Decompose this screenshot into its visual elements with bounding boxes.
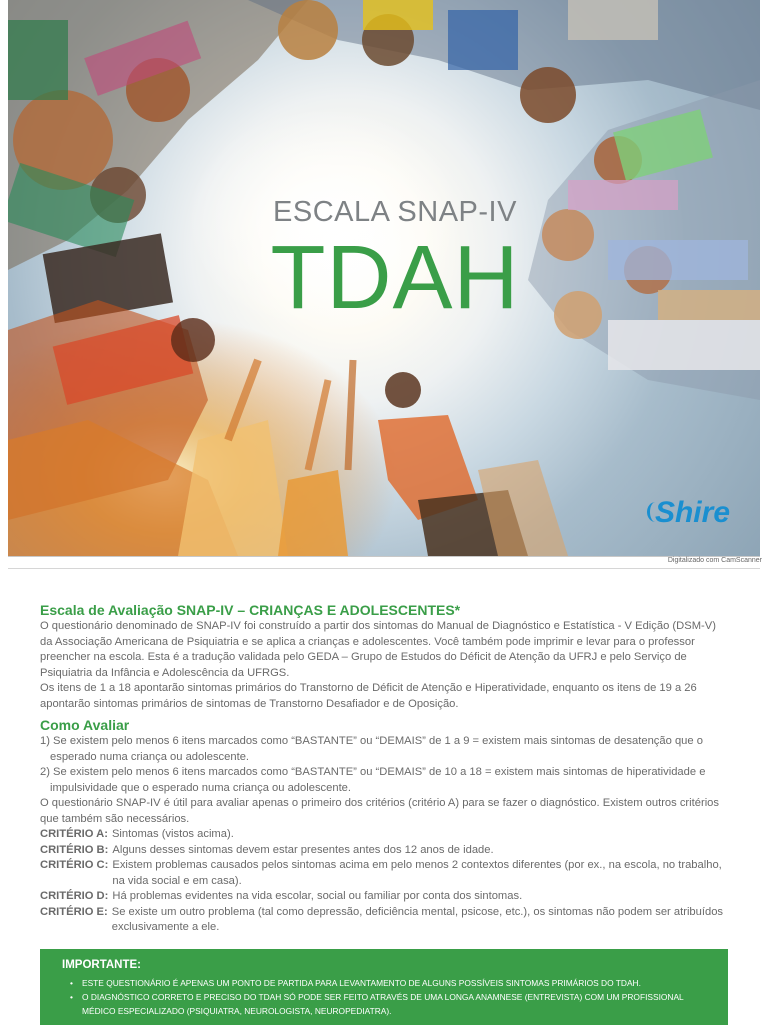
rule-item: 1) Se existem pelo menos 6 itens marcados como “BASTANTE” ou “DEMAIS” de 1 a 9 = existem mais sintomas de desatenção que o esperado numa criança ou adolescente. (40, 735, 703, 763)
how-to-evaluate-heading: Como Avaliar (40, 717, 130, 733)
criterion-text: Existem problemas causados pelos sintomas acima em pelo menos 2 contextos diferentes (por ex., na escola, no trabalho, na vida social e em casa). (112, 859, 722, 887)
criterion-text: Alguns desses sintomas devem estar presentes antes dos 12 anos de idade. (112, 843, 494, 856)
brand-name: Shire (654, 496, 730, 529)
shire-logo (655, 496, 730, 530)
cover-subtitle: ESCALA SNAP-IV (273, 196, 517, 228)
important-box (40, 949, 728, 1025)
cover-page (8, 0, 760, 557)
info-content (40, 601, 726, 936)
criterion-key: CRITÉRIO D: (40, 890, 109, 902)
shire-logo-swoosh-icon (647, 502, 664, 522)
important-title: IMPORTANTE: (62, 959, 142, 971)
rule-item: 2) Se existem pelo menos 6 itens marcados como “BASTANTE” ou “DEMAIS” de 10 a 18 = existem mais sintomas de hiperatividade e impulsividade que o esperado numa criança ou adolescente. (40, 766, 706, 794)
important-list (62, 976, 708, 1018)
criterion-e (40, 905, 726, 936)
criterion-text: Se existe um outro problema (tal como depressão, deficiência mental, psicose, etc.), os sintomas não podem ser atribuídos exclusivamente a ele. (111, 905, 724, 933)
criterion-text: Sintomas (vistos acima). (111, 828, 234, 840)
intro-paragraph: O questionário denominado de SNAP-IV foi construído a partir dos sintomas do Manual de Diagnóstico e Estatística - V Edição (DSM-V) da Associação Americana de Psiquiatria e se aplica a crianças e adolescentes. Você também pode imprimir e levar para o professor preencher na escola. Esta é a tradução validada pelo GEDA – Grupo de Estudos do Déficit de Atenção da UFRJ e pelo Serviço de Psiquiatria da Infância e Adolescência da UFRGS. (40, 620, 716, 679)
evaluation-rules (40, 734, 726, 796)
scan-note: Digitalizado com CamScanner (667, 557, 762, 564)
important-item: • O DIAGNÓSTICO CORRETO E PRECISO DO TDAH SÓ PODE SER FEITO ATRAVÉS DE UMA LONGA ANAMNESE (ENTREVISTA) COM UM PROFISSIONAL MÉDICO ESPECIALIZADO (PSIQUIATRA, NEUROLOGISTA, NEUROPEDIATRA). (72, 990, 708, 1018)
criterion-text: Há problemas evidentes na vida escolar, social ou familiar por conta dos sintomas. (112, 890, 523, 902)
info-page (8, 568, 760, 1025)
criteria-intro: O questionário SNAP-IV é útil para avaliar apenas o primeiro dos critérios (critério A) para se fazer o diagnóstico. Existem outros critérios que também são necessários. (40, 797, 720, 825)
criterion-c (40, 858, 726, 889)
criterion-a (40, 827, 726, 843)
cover-title-block (8, 196, 760, 328)
criterion-key: CRITÉRIO A: (40, 828, 108, 840)
items-paragraph: Os itens de 1 a 18 apontarão sintomas primários do Transtorno de Déficit de Atenção e Hiperatividade, enquanto os itens de 19 a 26 apontarão sintomas primários de sintomas de Transtorno Desafiador e de Oposição. (40, 682, 697, 710)
cover-title: TDAH (270, 228, 520, 328)
important-item: • ESTE QUESTIONÁRIO É APENAS UM PONTO DE PARTIDA PARA LEVANTAMENTO DE ALGUNS POSSÍVEIS SINTOMAS PRIMÁRIOS DO TDAH. (72, 976, 708, 990)
criterion-d (40, 889, 726, 905)
criterion-key: CRITÉRIO C: (40, 859, 109, 871)
criterion-b (40, 843, 726, 859)
scale-heading: Escala de Avaliação SNAP-IV – CRIANÇAS E ADOLESCENTES* (40, 602, 461, 618)
criterion-key: CRITÉRIO E: (40, 905, 108, 918)
criterion-key: CRITÉRIO B: (40, 843, 109, 856)
